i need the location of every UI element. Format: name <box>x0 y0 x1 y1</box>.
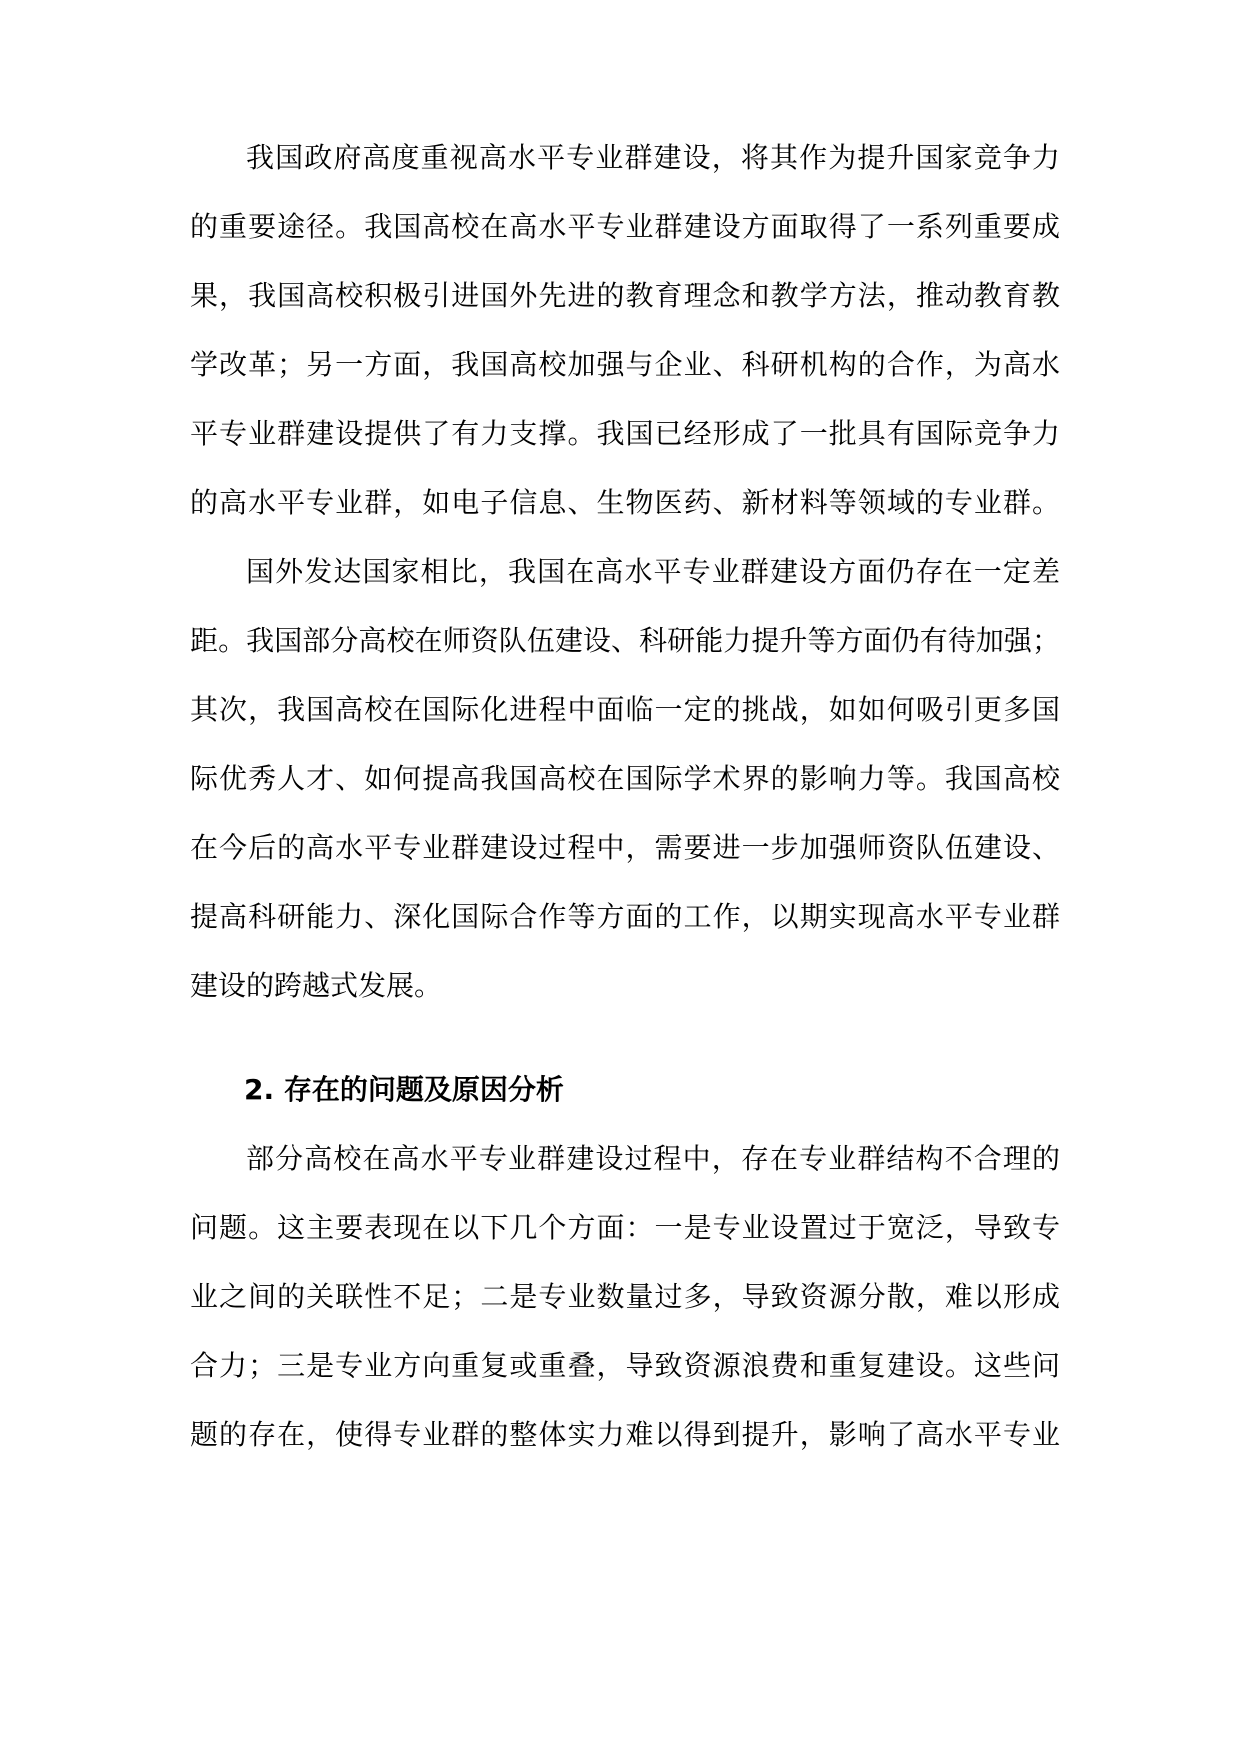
paragraph-1-line-6: 的高水平专业群，如电子信息、生物医药、新材料等领域的专业群。 <box>190 486 1060 519</box>
section-paragraph-line-3: 业之间的关联性不足；二是专业数量过多，导致资源分散，难以形成 <box>190 1280 1060 1313</box>
paragraph-2-line-7: 建设的跨越式发展。 <box>190 969 443 1002</box>
paragraph-1-line-1: 我国政府高度重视高水平专业群建设，将其作为提升国家竞争力 <box>246 141 1060 174</box>
section-paragraph-line-2: 问题。这主要表现在以下几个方面：一是专业设置过于宽泛，导致专 <box>190 1211 1060 1244</box>
paragraph-1-line-4: 学改革；另一方面，我国高校加强与企业、科研机构的合作，为高水 <box>190 348 1060 381</box>
paragraph-2-line-2: 距。我国部分高校在师资队伍建设、科研能力提升等方面仍有待加强； <box>190 624 1060 657</box>
paragraph-2-line-3: 其次，我国高校在国际化进程中面临一定的挑战，如如何吸引更多国 <box>190 693 1060 726</box>
section-paragraph-line-1: 部分高校在高水平专业群建设过程中，存在专业群结构不合理的 <box>246 1142 1060 1175</box>
paragraph-1-line-3: 果，我国高校积极引进国外先进的教育理念和教学方法，推动教育教 <box>190 279 1060 312</box>
section-paragraph-line-4: 合力；三是专业方向重复或重叠，导致资源浪费和重复建设。这些问 <box>190 1349 1060 1382</box>
paragraph-2-line-5: 在今后的高水平专业群建设过程中，需要进一步加强师资队伍建设、 <box>190 831 1060 864</box>
paragraph-2-line-6: 提高科研能力、深化国际合作等方面的工作，以期实现高水平专业群 <box>190 900 1060 933</box>
paragraph-1-line-5: 平专业群建设提供了有力支撑。我国已经形成了一批具有国际竞争力 <box>190 417 1060 450</box>
section-heading: 2. 存在的问题及原因分析 <box>244 1073 564 1106</box>
paragraph-2-line-4: 际优秀人才、如何提高我国高校在国际学术界的影响力等。我国高校 <box>190 762 1060 795</box>
paragraph-1-line-2: 的重要途径。我国高校在高水平专业群建设方面取得了一系列重要成 <box>190 210 1060 243</box>
section-paragraph-line-5: 题的存在，使得专业群的整体实力难以得到提升，影响了高水平专业 <box>190 1418 1060 1451</box>
paragraph-2-line-1: 国外发达国家相比，我国在高水平专业群建设方面仍存在一定差 <box>246 555 1060 588</box>
